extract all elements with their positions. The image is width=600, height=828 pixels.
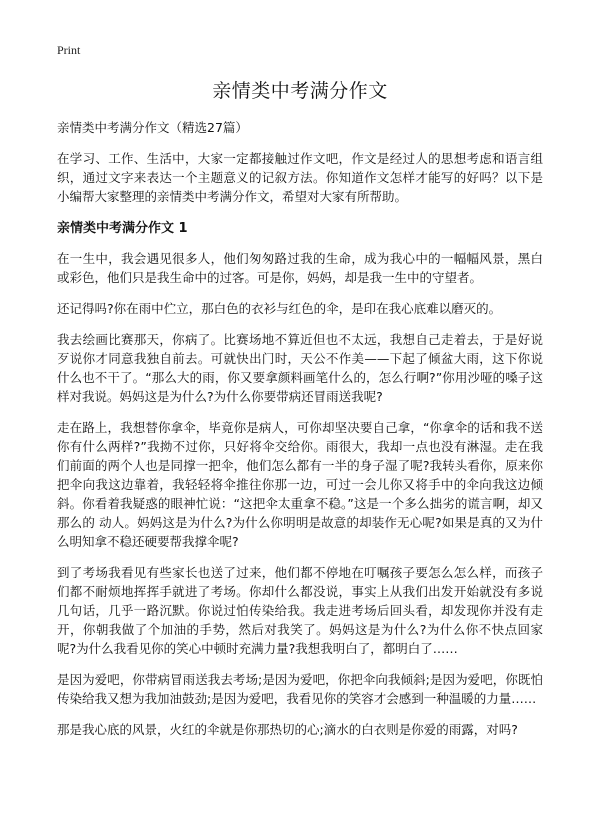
print-label[interactable]: Print xyxy=(57,43,81,57)
essay-paragraph-6: 是因为爱吧，你带病冒雨送我去考场;是因为爱吧，你把伞向我倾斜;是因为爱吧，你既怕传染给我又想为我加油鼓劲;是因为爱吧，我看见你的笑容才会感到一种温暖的力量…… xyxy=(57,672,543,706)
essay-paragraph-5: 到了考场我看见有些家长也送了过来，他们都不停地在叮嘱孩子要怎么怎么样，而孩子们都不耐烦地挥挥手就进了考场。你却什么都没说，事实上从我们出发开始就没有多说几句话，几乎一路沉默。你说过怕传染给我。我走进考场后回头看，却发现你并没有走开，你朝我做了个加油的手势，然后对我笑了。妈妈这是为什么?为什么你不快点回家呢?为什么我看见你的笑心中顿时充满力量?我想我明白了，都明白了…… xyxy=(57,565,543,656)
essay-paragraph-1: 在一生中，我会遇见很多人，他们匆匆路过我的生命，成为我心中的一幅幅风景，黑白或彩色，他们只是我生命中的过客。可是你，妈妈，却是我一生中的守望者。 xyxy=(57,251,543,285)
essay-paragraph-7: 那是我心底的风景，火红的伞就是你那热切的心;滴水的白衣则是你爱的雨露，对吗? xyxy=(57,722,518,737)
page-title: 亲情类中考满分作文 xyxy=(212,80,388,102)
intro-paragraph: 在学习、工作、生活中，大家一定都接触过作文吧，作文是经过人的思想考虑和语言组织，通过文字来表达一个主题意义的记叙方法。你知道作文怎样才能写的好吗？以下是小编帮大家整理的亲情类中考满分作文，希望对大家有所帮助。 xyxy=(57,151,543,204)
essay-paragraph-2: 还记得吗?你在雨中伫立，那白色的衣衫与红色的伞，是印在我心底难以磨灭的。 xyxy=(57,301,502,316)
section-heading: 亲情类中考满分作文 1 xyxy=(57,221,188,236)
document-subtitle: 亲情类中考满分作文（精选27篇） xyxy=(57,120,248,135)
essay-paragraph-3: 我去绘画比赛那天，你病了。比赛场地不算近但也不太远，我想自己走着去，于是好说歹说你才同意我独自前去。可就快出门时，天公不作美——下起了倾盆大雨，这下你说什么也不干了。“那么大的雨，你又要拿颜料画笔什么的，怎么行啊?”你用沙哑的嗓子这样对我说。妈妈这是为什么?为什么你要带病还冒雨送我呢? xyxy=(57,332,543,404)
essay-paragraph-4: 走在路上，我想替你拿伞，毕竟你是病人，可你却坚决要自己拿，“你拿伞的话和我不送你有什么两样?”我拗不过你，只好将伞交给你。雨很大，我却一点也没有淋湿。走在我们前面的两个人也是同撑一把伞，他们怎么都有一半的身子湿了呢?我转头看你，原来你把伞向我这边靠着，我轻轻将伞推往你那一边，可过一会儿你又将手中的伞向我这边倾斜。你看着我疑惑的眼神忙说：“这把伞太重拿不稳。”这是一个多么拙劣的谎言啊，却又那么的 动人。妈妈这是为什么?为什么你明明是故意的却装作无心呢?如果是真的又为什么明知拿不稳还硬要帮我撑伞呢? xyxy=(57,420,543,549)
